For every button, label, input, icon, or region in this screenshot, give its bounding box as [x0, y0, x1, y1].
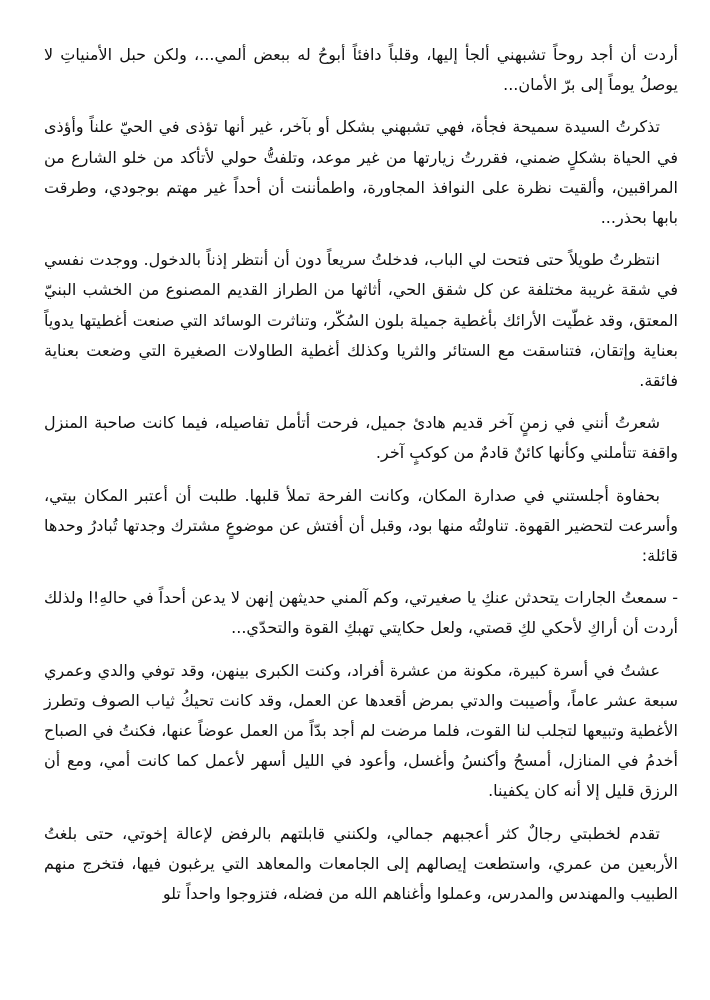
paragraph-1: أردت أن أجد روحاً تشبهني ألجأ إليها، وقلباً دافئاً أبوحُ له ببعض ألمي...، ولكن حبل الأمنياتِ لا يوصلُ يوماً إلى برّ الأمان...: [44, 45, 678, 95]
document-page: [44, 40, 678, 921]
paragraph-4: شعرتُ أنني في زمنٍ آخر قديم هادئ جميل، فرحت أتأمل تفاصيله، فيما كانت صاحبة المنزل واقفة تتأملني وكأنها كائنٌ قادمٌ من كوكبٍ آخر.: [44, 413, 678, 463]
paragraph-7: عشتُ في أسرة كبيرة، مكونة من عشرة أفراد، وكنت الكبرى بينهن، وقد توفي والدي وعمري سبعة عشر عاماً، وأصيبت والدتي بمرض أقعدها عن العمل، وقد كانت تحيكُ ثياب الصوف وتطرز الأغطية وتبيعها لتجلب لنا القوت، فلما مرضت لم أجد بدّاً من العمل عوضاً عنها، فكنتُ في الصباح أخدمُ في المنازل، أمسحُ وأكنسُ وأغسل، وأعود في الليل أسهر لأعمل كما كانت أمي، ومع أن الرزق قليل إلا أنه كان يكفينا.: [44, 660, 678, 801]
paragraph-5: بحفاوة أجلستني في صدارة المكان، وكانت الفرحة تملأ قلبها. طلبت أن أعتبر المكان بيتي، وأسرعت لتحضير القهوة. تناولتُه منها بود، وقبل أن أفتش عن موضوعٍ مشترك وجدتها تُبادرُ وحدها قائلة:: [44, 485, 678, 566]
paragraph-8: تقدم لخطبتي رجالٌ كثر أعجبهم جمالي، ولكنني قابلتهم بالرفض لإعالة إخوتي، حتى بلغتُ الأربعين من عمري، واستطعت إيصالهم إلى الجامعات والمعاهد التي يرغبون فيها، فتخرج منهم الطبيب والمهندس والمدرس، وعملوا وأغناهم الله من فضله، فتزوجوا واحداً تلو: [44, 823, 678, 904]
paragraph-3: انتظرتُ طويلاً حتى فتحت لي الباب، فدخلتُ سريعاً دون أن أنتظر إذناً بالدخول. ووجدت نفسي في شقة غريبة مختلفة عن كل شقق الحي، أثاثها من الطراز القديم المصنوع من الخشب البنيّ المعتق، وقد غطّيت الأرائك بأغطية جميلة بلون السُكّر، وتناثرت الوسائد التي صنعت أغطيتها يدوياً بعناية وإتقان، فتناسقت مع الستائر والثريا وكذلك أغطية الطاولات الصغيرة التي وضعت بعناية فائقة.: [44, 250, 678, 391]
paragraph-6-dialogue: - سمعتُ الجارات يتحدثن عنكِ يا صغيرتي، وكم آلمني حديثهن إنهن لا يدعن أحداً في حالهِ!ا ولذلك أردت أن أراكِ لأحكي لكِ قصتي، ولعل حكايتي تهبكِ القوة والتحدّي...: [44, 588, 678, 638]
paragraph-2: تذكرتُ السيدة سميحة فجأة، فهي تشبهني بشكل أو بآخر، غير أنها تؤذى في الحيّ علناً وأؤذى في الحياة بشكلٍ ضمني، فقررتُ زيارتها من غير موعد، وتلفتُّ حولي لأتأكد من خلو الشارع من المراقبين، وألقيت نظرة على النوافذ المجاورة، واطمأننت أن أحداً غير مهتم بوجودي، وطرقت بابها بحذر...: [44, 117, 678, 228]
